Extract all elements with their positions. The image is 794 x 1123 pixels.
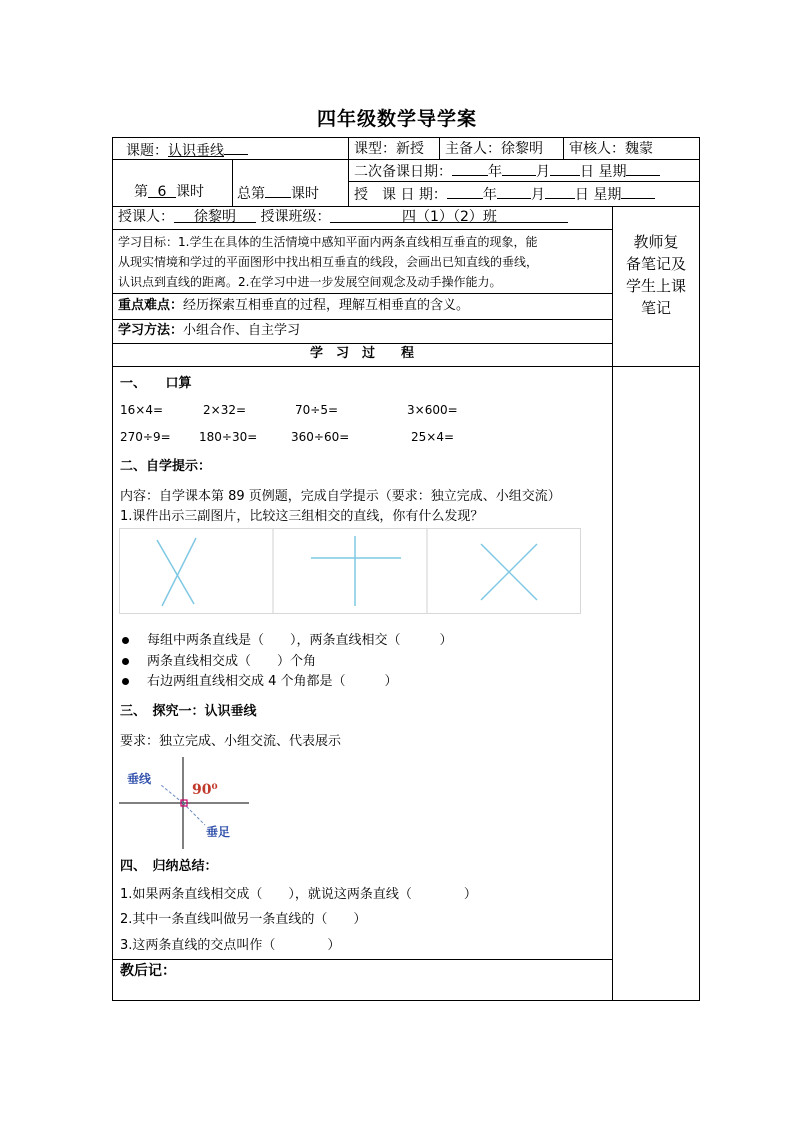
process-header: 学 习 过 程 xyxy=(309,346,414,361)
calc-1: 16×4= xyxy=(120,403,164,417)
bullet-item-2: 两条直线相交成（ ）个角 xyxy=(147,654,317,669)
page-title: 四年级数学导学案 xyxy=(316,108,477,130)
summary-item-2: 2.其中一条直线叫做另一条直线的（ ） xyxy=(120,912,367,927)
lesson-number: 6 xyxy=(157,184,167,200)
label-90-degrees: 90⁰ xyxy=(192,782,218,798)
calc-2: 2×32= xyxy=(203,403,247,417)
teach-date: 授 课 日 期： 年 月 日 星期 xyxy=(354,184,655,204)
calc-3: 70÷5= xyxy=(295,403,339,417)
after-class-notes: 教后记： xyxy=(120,963,176,979)
learning-method: 学习方法：小组合作、自主学习 xyxy=(118,323,301,338)
teacher-name: 徐黎明 xyxy=(194,209,236,225)
reviewer: 审核人：魏蒙 xyxy=(569,141,653,157)
objectives-line-3: 认识点到直线的距离。2.在学习中进一步发展空间观念及动手操作能力。 xyxy=(118,275,502,289)
section4-heading: 四、 归纳总结： xyxy=(120,859,218,874)
bullet-icon xyxy=(122,637,129,644)
summary-item-1: 1.如果两条直线相交成（ ），就说这两条直线（ ） xyxy=(120,887,477,902)
topic-cell xyxy=(126,140,248,160)
bullet-item-3: 右边两组直线相交成 4 个角都是（ ） xyxy=(147,674,398,689)
intersecting-lines-figure xyxy=(119,528,581,614)
topic-value: 认识垂线 xyxy=(168,143,224,159)
calc-5: 270÷9= xyxy=(120,430,171,444)
label-perpendicular: 垂线 xyxy=(127,772,152,786)
objectives-line-1: 学习目标：1.学生在具体的生活情境中感知平面内两条直线相互垂直的现象，能 xyxy=(118,235,538,249)
class-value: 四（1）（2）班 xyxy=(402,209,497,225)
section1-heading: 一、 口算 xyxy=(120,376,192,391)
summary-item-3: 3.这两条直线的交点叫作（ ） xyxy=(120,938,341,953)
teacher-row: 授课人： 徐黎明 授课班级： 四（1）（2）班 xyxy=(118,208,568,226)
lesson-type: 课型：新授 xyxy=(354,141,424,157)
bullet-item-1: 每组中两条直线是（ ），两条直线相交（ ） xyxy=(147,633,453,648)
calc-7: 360÷60= xyxy=(291,430,350,444)
topic-label: 课题： xyxy=(126,143,168,159)
second-prep-date: 二次备课日期： 年 月 日 星期 xyxy=(354,161,660,181)
total-lesson-cell: 总第 课时 xyxy=(237,183,319,203)
objectives-line-2: 从现实情境和学过的平面图形中找出相互垂直的线段，会画出已知直线的垂线， xyxy=(118,255,539,269)
section2-question: 1.课件出示三副图片，比较这三组相交的直线，你有什么发现？ xyxy=(120,509,484,524)
calc-4: 3×600= xyxy=(407,403,458,417)
section3-heading: 三、 探究一：认识垂线 xyxy=(120,704,257,719)
calc-8: 25×4= xyxy=(411,430,455,444)
calc-6: 180÷30= xyxy=(199,430,258,444)
preparer: 主备人：徐黎明 xyxy=(445,141,543,157)
section2-content: 内容：自学课本第 89 页例题，完成自学提示（要求：独立完成、小组交流） xyxy=(120,489,561,504)
side-note: 教师复 备笔记及 学生上课 笔记 xyxy=(625,233,686,317)
label-foot: 垂足 xyxy=(206,825,231,839)
section3-requirement: 要求：独立完成、小组交流、代表展示 xyxy=(120,734,342,749)
lesson-number-cell: 第 6 课时 xyxy=(134,184,204,200)
bullet-icon xyxy=(122,658,129,665)
bullet-icon xyxy=(122,678,129,685)
key-points: 重点难点：经历探索互相垂直的过程，理解互相垂直的含义。 xyxy=(118,298,470,313)
section2-heading: 二、自学提示： xyxy=(120,459,212,474)
